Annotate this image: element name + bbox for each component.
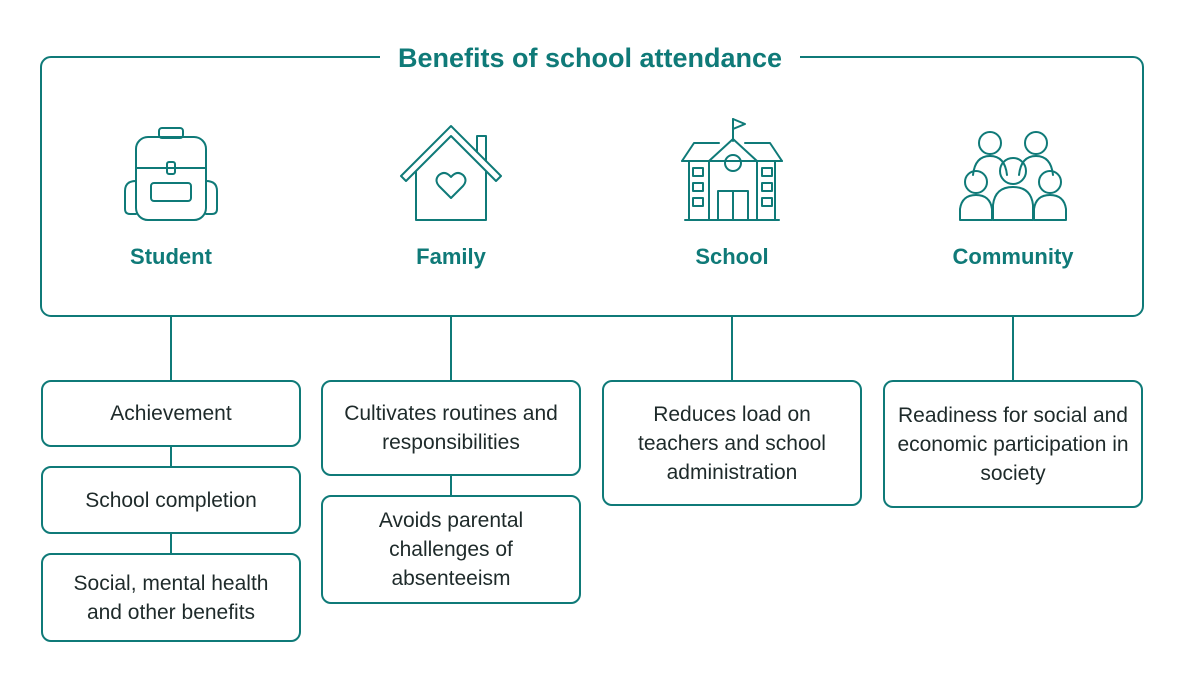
diagram-title: Benefits of school attendance bbox=[380, 38, 800, 78]
house-heart-icon bbox=[399, 122, 503, 222]
category-label-school: School bbox=[695, 244, 769, 269]
benefit-box-school-completion: School completion bbox=[41, 466, 301, 534]
benefit-box-readiness: Readiness for social and economic participation in society bbox=[883, 380, 1143, 508]
benefit-box-cultivates-routines: Cultivates routines and responsibilities bbox=[321, 380, 581, 476]
backpack-icon bbox=[121, 125, 221, 223]
category-label-family: Family bbox=[416, 244, 486, 269]
category-label-student: Student bbox=[130, 244, 212, 269]
benefit-box-reduces-load: Reduces load on teachers and school administration bbox=[602, 380, 862, 506]
benefit-box-avoids-parental-challenges: Avoids parental challenges of absenteeism bbox=[321, 495, 581, 604]
school-building-icon bbox=[679, 115, 785, 223]
benefit-box-social-mental-health: Social, mental health and other benefits bbox=[41, 553, 301, 642]
category-label-community: Community bbox=[952, 244, 1074, 269]
benefit-box-achievement: Achievement bbox=[41, 380, 301, 447]
people-group-icon bbox=[957, 129, 1069, 223]
